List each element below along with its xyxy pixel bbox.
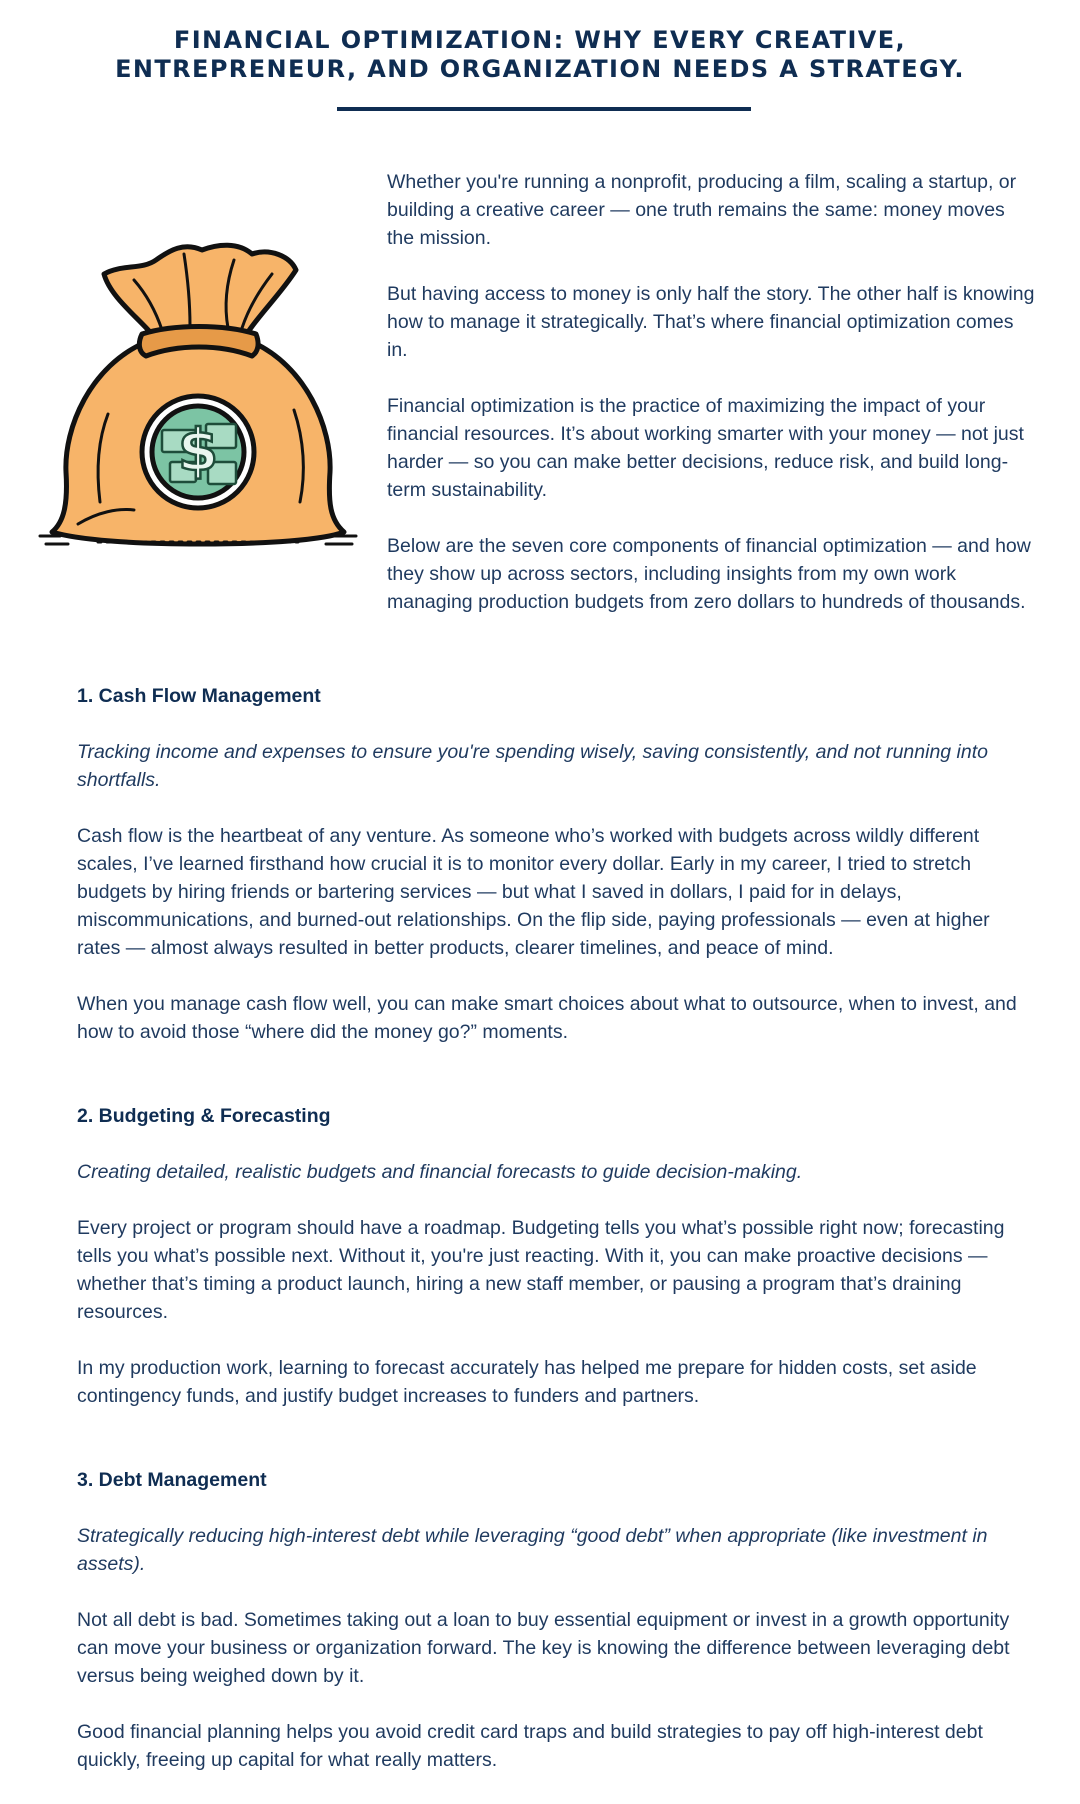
section-paragraph: Cash flow is the heartbeat of any venture. As someone who’s worked with budgets across wildly different scales, I’ve learned firsthand how crucial it is to monitor every dollar. Early in my career, I tried to stretch budgets by hiring friends or bartering services — but what I saved in dollars, I paid for in delays, miscommunications, and burned-out relationships. On the flip side, paying professionals — even at higher rates — almost always resulted in better products, clearer timelines, and peace of mind. xyxy=(77,825,990,959)
section-paragraph: Every project or program should have a roadmap. Budgeting tells you what’s possible right now; forecasting tells you what’s possible next. Without it, you're just reacting. With it, you can make proactive decisions — whether that’s timing a product launch, hiring a new staff member, or pausing a program that’s draining resources. xyxy=(77,1217,1005,1323)
section-debt-management xyxy=(77,1466,1037,1774)
title-divider xyxy=(337,107,751,111)
section-heading: 1. Cash Flow Management xyxy=(77,685,321,707)
section-heading: 3. Debt Management xyxy=(77,1469,267,1491)
intro-paragraph-3: Financial optimization is the practice of maximizing the impact of your financial resources. It’s about working smarter with your money — not just harder — so you can make better decisions, reduce risk, and build long-term sustainability. xyxy=(387,395,1024,501)
section-paragraph: Not all debt is bad. Sometimes taking out a loan to buy essential equipment or invest in a growth opportunity can move your business or organization forward. The key is knowing the difference between leveraging debt versus being weighed down by it. xyxy=(77,1609,1010,1687)
svg-text:$: $ xyxy=(177,416,219,484)
section-subtitle: Strategically reducing high-interest debt while leveraging “good debt” when appropriate (like investment in assets). xyxy=(77,1525,988,1575)
section-subtitle: Tracking income and expenses to ensure you're spending wisely, saving consistently, and not running into shortfalls. xyxy=(77,741,988,791)
page-title-line-1: FINANCIAL OPTIMIZATION: WHY EVERY CREATIVE, xyxy=(173,26,907,54)
money-bag-icon xyxy=(38,240,360,556)
section-paragraph: Good financial planning helps you avoid credit card traps and build strategies to pay off high-interest debt quickly, freeing up capital for what really matters. xyxy=(77,1721,983,1771)
section-cash-flow-management xyxy=(77,682,1037,1046)
section-budgeting-forecasting xyxy=(77,1102,1037,1410)
section-heading: 2. Budgeting & Forecasting xyxy=(77,1105,331,1127)
intro-paragraph-1: Whether you're running a nonprofit, producing a film, scaling a startup, or building a creative career — one truth remains the same: money moves the mission. xyxy=(387,171,1017,249)
article-body xyxy=(77,682,1037,1802)
intro-text xyxy=(387,168,1037,644)
section-subtitle: Creating detailed, realistic budgets and financial forecasts to guide decision-making. xyxy=(77,1161,803,1183)
section-paragraph: When you manage cash flow well, you can make smart choices about what to outsource, when to invest, and how to avoid those “where did the money go?” moments. xyxy=(77,993,1017,1043)
intro-paragraph-2: But having access to money is only half the story. The other half is knowing how to manage it strategically. That’s where financial optimization comes in. xyxy=(387,283,1035,361)
intro-paragraph-4: Below are the seven core components of financial optimization — and how they show up across sectors, including insights from my own work managing production budgets from zero dollars to hundreds of thousands. xyxy=(387,535,1031,613)
page-title-line-2: ENTREPRENEUR, AND ORGANIZATION NEEDS A STRATEGY. xyxy=(115,55,965,83)
section-paragraph: In my production work, learning to forecast accurately has helped me prepare for hidden costs, set aside contingency funds, and justify budget increases to funders and partners. xyxy=(77,1357,977,1407)
page-title xyxy=(60,26,1020,84)
